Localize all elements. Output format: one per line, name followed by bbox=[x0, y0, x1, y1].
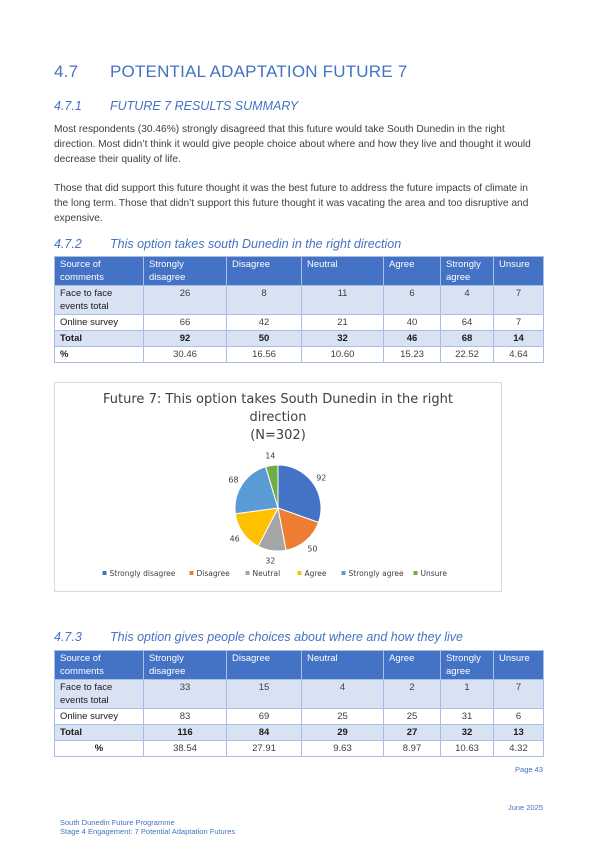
table-cell: 64 bbox=[441, 315, 494, 331]
table-cell: 10.60 bbox=[302, 347, 384, 363]
subsection-title: This option gives people choices about where and how they live bbox=[110, 630, 463, 644]
table-cell: 31 bbox=[441, 709, 494, 725]
row-label: Online survey bbox=[55, 709, 144, 725]
row-label: % bbox=[55, 347, 144, 363]
pie-data-label: 92 bbox=[316, 473, 327, 483]
row-label: % bbox=[55, 741, 144, 757]
table-cell: 2 bbox=[384, 680, 441, 709]
table-cell: 42 bbox=[227, 315, 302, 331]
table-cell: 32 bbox=[302, 331, 384, 347]
table-cell: 8.97 bbox=[384, 741, 441, 757]
table-cell: 13 bbox=[494, 725, 544, 741]
table-cell: 50 bbox=[227, 331, 302, 347]
row-label: Total bbox=[55, 331, 144, 347]
table-cell: 15 bbox=[227, 680, 302, 709]
table-cell: 116 bbox=[144, 725, 227, 741]
legend-swatch bbox=[342, 571, 346, 575]
column-header: Source of comments bbox=[55, 651, 144, 680]
subsection-heading-summary bbox=[54, 99, 298, 113]
footer-date: June 2025 bbox=[507, 803, 543, 812]
subsection-title: FUTURE 7 RESULTS SUMMARY bbox=[110, 99, 299, 113]
column-header: Source of comments bbox=[55, 257, 144, 286]
legend-label: Unsure bbox=[420, 569, 447, 578]
column-header: Unsure bbox=[494, 651, 544, 680]
table-cell: 27.91 bbox=[227, 741, 302, 757]
table-row bbox=[55, 315, 544, 331]
pie-data-label: 46 bbox=[229, 534, 240, 544]
footer-programme: South Dunedin Future Programme bbox=[60, 818, 175, 827]
chart-title-line: Future 7: This option takes South Dunedin in the right bbox=[103, 392, 453, 407]
table-cell: 29 bbox=[302, 725, 384, 741]
table-cell: 25 bbox=[384, 709, 441, 725]
column-header: Strongly disagree bbox=[144, 651, 227, 680]
column-header: Strongly agree bbox=[441, 257, 494, 286]
chart-title-line: direction bbox=[249, 410, 307, 425]
row-label: Face to face events total bbox=[55, 286, 144, 315]
legend-label: Agree bbox=[304, 569, 327, 578]
summary-paragraph-2: Those that did support this future thought it was the best future to address the future impacts of climate in the long term. Those that didn’t support this future thought it was vacating the area and too disruptive and expensive. bbox=[54, 183, 529, 224]
subsection-heading-direction bbox=[54, 237, 401, 251]
subsection-number: 4.7.2 bbox=[54, 237, 82, 251]
table-cell: 6 bbox=[494, 709, 544, 725]
table-cell: 69 bbox=[227, 709, 302, 725]
legend-swatch bbox=[298, 571, 302, 575]
table-row bbox=[55, 286, 544, 315]
legend-label: Strongly agree bbox=[348, 569, 404, 578]
table-cell: 7 bbox=[494, 680, 544, 709]
row-label: Total bbox=[55, 725, 144, 741]
row-label: Online survey bbox=[55, 315, 144, 331]
table-cell: 1 bbox=[441, 680, 494, 709]
table-cell: 8 bbox=[227, 286, 302, 315]
table-cell: 32 bbox=[441, 725, 494, 741]
pie-data-label: 50 bbox=[307, 544, 318, 554]
table-cell: 25 bbox=[302, 709, 384, 725]
footer-stage: Stage 4 Engagement: 7 Potential Adaptation Futures bbox=[60, 827, 236, 836]
table-header-row bbox=[55, 651, 544, 680]
table-cell: 14 bbox=[494, 331, 544, 347]
chart-title-line: (N=302) bbox=[250, 428, 306, 443]
table-cell: 22.52 bbox=[441, 347, 494, 363]
subsection-number: 4.7.1 bbox=[54, 99, 82, 113]
table-cell: 9.63 bbox=[302, 741, 384, 757]
table-header-row bbox=[55, 257, 544, 286]
pie-data-label: 32 bbox=[265, 556, 276, 566]
table-cell: 10.63 bbox=[441, 741, 494, 757]
legend-swatch bbox=[103, 571, 107, 575]
pie-chart-container bbox=[54, 382, 502, 592]
column-header: Neutral bbox=[302, 257, 384, 286]
table-row-total bbox=[55, 331, 544, 347]
row-label: Face to face events total bbox=[55, 680, 144, 709]
section-heading bbox=[54, 62, 407, 82]
table-cell: 40 bbox=[384, 315, 441, 331]
table-cell: 21 bbox=[302, 315, 384, 331]
table-row-percent bbox=[55, 347, 544, 363]
legend-swatch bbox=[414, 571, 418, 575]
column-header: Agree bbox=[384, 257, 441, 286]
column-header: Neutral bbox=[302, 651, 384, 680]
table-cell: 16.56 bbox=[227, 347, 302, 363]
pie-data-label: 68 bbox=[228, 475, 239, 485]
pie-chart bbox=[55, 383, 501, 591]
table-cell: 4.64 bbox=[494, 347, 544, 363]
page-number: Page 43 bbox=[515, 765, 543, 774]
table-cell: 84 bbox=[227, 725, 302, 741]
legend-label: Strongly disagree bbox=[109, 569, 176, 578]
table-row-total bbox=[55, 725, 544, 741]
table-cell: 83 bbox=[144, 709, 227, 725]
table-row bbox=[55, 709, 544, 725]
table-cell: 7 bbox=[494, 315, 544, 331]
table-cell: 27 bbox=[384, 725, 441, 741]
column-header: Disagree bbox=[227, 651, 302, 680]
legend-swatch bbox=[190, 571, 194, 575]
legend-label: Disagree bbox=[196, 569, 230, 578]
pie-data-label: 14 bbox=[265, 451, 276, 461]
table-cell: 6 bbox=[384, 286, 441, 315]
table-cell: 4 bbox=[441, 286, 494, 315]
section-title: POTENTIAL ADAPTATION FUTURE 7 bbox=[110, 62, 408, 81]
subsection-heading-choices bbox=[54, 630, 463, 644]
legend-label: Neutral bbox=[252, 569, 281, 578]
summary-paragraph-1: Most respondents (30.46%) strongly disagreed that this future would take South Dunedin in the right direction. Most didn’t think it would give people choice about where and how they live and thought it would decrease their quality of life. bbox=[54, 124, 531, 165]
column-header: Strongly agree bbox=[441, 651, 494, 680]
section-number: 4.7 bbox=[54, 62, 79, 81]
legend-swatch bbox=[246, 571, 250, 575]
table-cell: 15.23 bbox=[384, 347, 441, 363]
subsection-number: 4.7.3 bbox=[54, 630, 82, 644]
table-cell: 11 bbox=[302, 286, 384, 315]
table-cell: 68 bbox=[441, 331, 494, 347]
results-table-direction bbox=[54, 256, 544, 363]
table-cell: 92 bbox=[144, 331, 227, 347]
table-cell: 4 bbox=[302, 680, 384, 709]
table-cell: 38.54 bbox=[144, 741, 227, 757]
column-header: Agree bbox=[384, 651, 441, 680]
column-header: Disagree bbox=[227, 257, 302, 286]
table-cell: 7 bbox=[494, 286, 544, 315]
table-cell: 30.46 bbox=[144, 347, 227, 363]
table-row bbox=[55, 680, 544, 709]
column-header: Unsure bbox=[494, 257, 544, 286]
column-header: Strongly disagree bbox=[144, 257, 227, 286]
table-cell: 4.32 bbox=[494, 741, 544, 757]
results-table-choices bbox=[54, 650, 544, 757]
table-cell: 66 bbox=[144, 315, 227, 331]
table-cell: 46 bbox=[384, 331, 441, 347]
table-cell: 26 bbox=[144, 286, 227, 315]
table-cell: 33 bbox=[144, 680, 227, 709]
table-row-percent bbox=[55, 741, 544, 757]
subsection-title: This option takes south Dunedin in the right direction bbox=[110, 237, 402, 251]
